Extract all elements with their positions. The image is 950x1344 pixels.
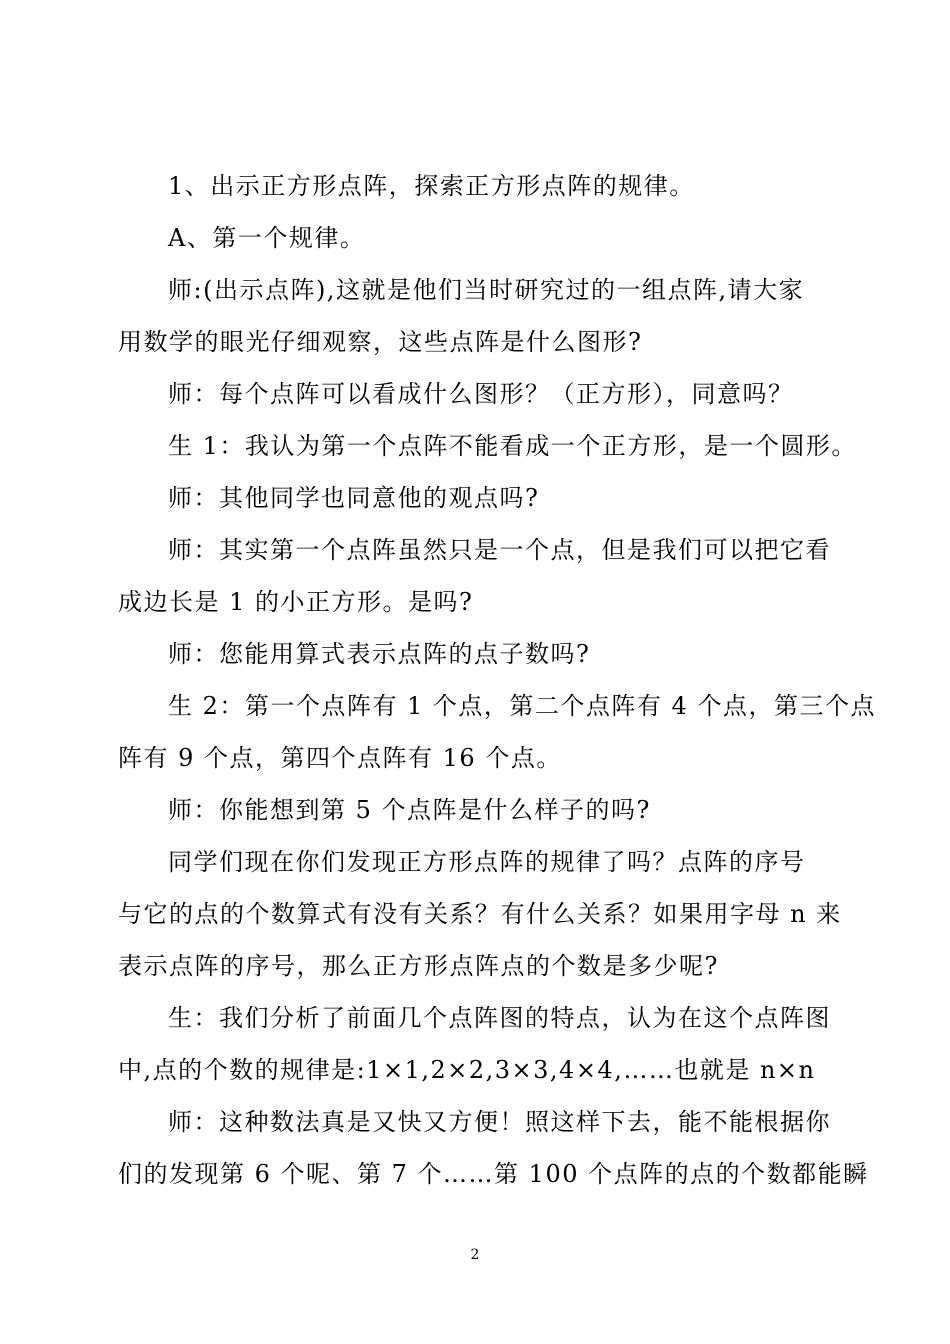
paragraph-11 <box>118 836 842 992</box>
paragraph-line: 师：其他同学也同意他的观点吗? <box>168 484 540 512</box>
paragraph-line: 们的发现第 6 个呢、第 7 个……第 100 个点阵的点的个数都能瞬 <box>118 1160 869 1188</box>
paragraph-line: 师：每个点阵可以看成什么图形？（正方形），同意吗？ <box>168 380 794 408</box>
paragraph-1 <box>118 160 834 212</box>
paragraph-10 <box>118 784 834 836</box>
page-number: 2 <box>470 1247 480 1263</box>
paragraph-2 <box>118 212 834 264</box>
paragraph-line: 中,点的个数的规律是:1×1,2×2,3×3,4×4,……也就是 n×n <box>118 1056 816 1084</box>
paragraph-line: 生：我们分析了前面几个点阵图的特点，认为在这个点阵图 <box>168 1004 831 1032</box>
paragraph-line: 师：这种数法真是又快又方便！照这样下去，能不能根据你 <box>168 1108 831 1136</box>
paragraph-12 <box>118 992 834 1096</box>
paragraph-line: 同学们现在你们发现正方形点阵的规律了吗？点阵的序号 <box>168 848 806 876</box>
paragraph-line: 表示点阵的序号，那么正方形点阵点的个数是多少呢? <box>118 952 719 980</box>
document-body <box>118 160 876 1200</box>
paragraph-line: 与它的点的个数算式有没有关系？有什么关系？如果用字母 n 来 <box>118 900 842 928</box>
paragraph-line: A、第一个规律。 <box>168 224 366 252</box>
paragraph-line: 师:(出示点阵),这就是他们当时研究过的一组点阵,请大家 <box>168 276 805 304</box>
paragraph-line: 生 1：我认为第一个点阵不能看成一个正方形，是一个圆形。 <box>168 432 857 460</box>
paragraph-9 <box>118 680 876 784</box>
paragraph-line: 1、出示正方形点阵，探索正方形点阵的规律。 <box>168 172 695 200</box>
paragraph-line: 用数学的眼光仔细观察，这些点阵是什么图形? <box>118 328 643 356</box>
paragraph-8 <box>118 628 834 680</box>
paragraph-13 <box>118 1096 869 1200</box>
paragraph-line: 阵有 9 个点，第四个点阵有 16 个点。 <box>118 744 562 772</box>
paragraph-line: 成边长是 1 的小正方形。是吗? <box>118 588 474 616</box>
paragraph-7 <box>118 524 834 628</box>
paragraph-6 <box>118 472 834 524</box>
paragraph-line: 生 2：第一个点阵有 1 个点，第二个点阵有 4 个点，第三个点 <box>168 692 876 720</box>
paragraph-4 <box>118 368 834 420</box>
paragraph-line: 师：其实第一个点阵虽然只是一个点，但是我们可以把它看 <box>168 536 831 564</box>
paragraph-5 <box>118 420 857 472</box>
paragraph-line: 师：您能用算式表示点阵的点子数吗? <box>168 640 591 668</box>
paragraph-line: 师：你能想到第 5 个点阵是什么样子的吗? <box>168 796 651 824</box>
paragraph-3 <box>118 264 834 368</box>
